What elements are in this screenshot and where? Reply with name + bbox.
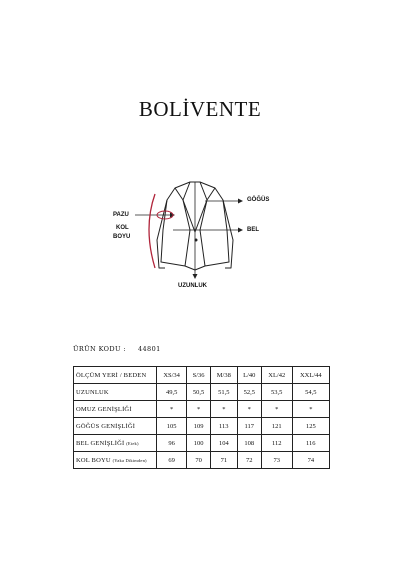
table-cell: * [187,401,211,418]
size-header: M/38 [210,367,237,384]
table-cell: 54,5 [292,384,329,401]
table-cell: 96 [157,435,187,452]
jacket-right-panel [200,188,229,266]
measurement-diagram [95,170,295,300]
table-cell: 108 [237,435,261,452]
table-cell: 74 [292,452,329,469]
table-cell: * [261,401,292,418]
kol-boyu-curve [149,194,155,268]
table-cell: * [157,401,187,418]
table-cell: * [292,401,329,418]
table-row [74,435,330,452]
table-row [74,401,330,418]
gogus-arrowhead [238,199,243,204]
size-header: XS/34 [157,367,187,384]
table-cell: 113 [210,418,237,435]
table-cell: 49,5 [157,384,187,401]
table-cell: 116 [292,435,329,452]
table-cell: 53,5 [261,384,292,401]
row-note: (Etek) [126,440,139,446]
size-header: S/36 [187,367,211,384]
row-note: (Yaka Dikimden) [112,457,147,463]
label-kol: KOL [116,225,129,231]
label-bel: BEL [247,227,259,233]
row-label: UZUNLUK [74,384,157,401]
table-row [74,418,330,435]
table-cell: 125 [292,418,329,435]
table-cell: 100 [187,435,211,452]
table-cell: 105 [157,418,187,435]
label-gogus: GÖĞÜS [247,197,270,203]
table-cell: 72 [237,452,261,469]
label-uzunluk: UZUNLUK [178,283,207,289]
product-code [73,345,161,353]
table-cell: 117 [237,418,261,435]
row-label: KOL BOYU (Yaka Dikimden) [74,452,157,469]
size-table [73,366,330,469]
table-cell: * [210,401,237,418]
table-cell: 51,5 [210,384,237,401]
table-cell: * [237,401,261,418]
label-pazu: PAZU [113,212,129,218]
brand-logo: BOLİVENTE [138,97,262,121]
bel-arrowhead [238,228,243,233]
row-label: OMUZ GENİŞLİĞİ [74,401,157,418]
table-cell: 70 [187,452,211,469]
table-cell: 69 [157,452,187,469]
size-header: L/40 [237,367,261,384]
label-boyu: BOYU [113,234,131,240]
table-cell: 73 [261,452,292,469]
row-label: BEL GENİŞLİĞİ (Etek) [74,435,157,452]
table-cell: 52,5 [237,384,261,401]
table-header-row [74,367,330,384]
table-cell: 112 [261,435,292,452]
size-header: XL/42 [261,367,292,384]
table-row [74,384,330,401]
table-cell: 121 [261,418,292,435]
table-cell: 50,5 [187,384,211,401]
table-header-label: ÖLÇÜM YERİ / BEDEN [74,367,157,384]
size-header: XXL/44 [292,367,329,384]
uzunluk-arrowhead [193,274,198,279]
table-row [74,452,330,469]
table-cell: 71 [210,452,237,469]
product-code-value: 44801 [137,345,161,353]
table-cell: 104 [210,435,237,452]
row-label: GÖĞÜS GENİŞLİĞİ [74,418,157,435]
product-code-label: ÜRÜN KODU : [73,345,126,353]
jacket-left-panel [161,188,190,266]
table-cell: 109 [187,418,211,435]
